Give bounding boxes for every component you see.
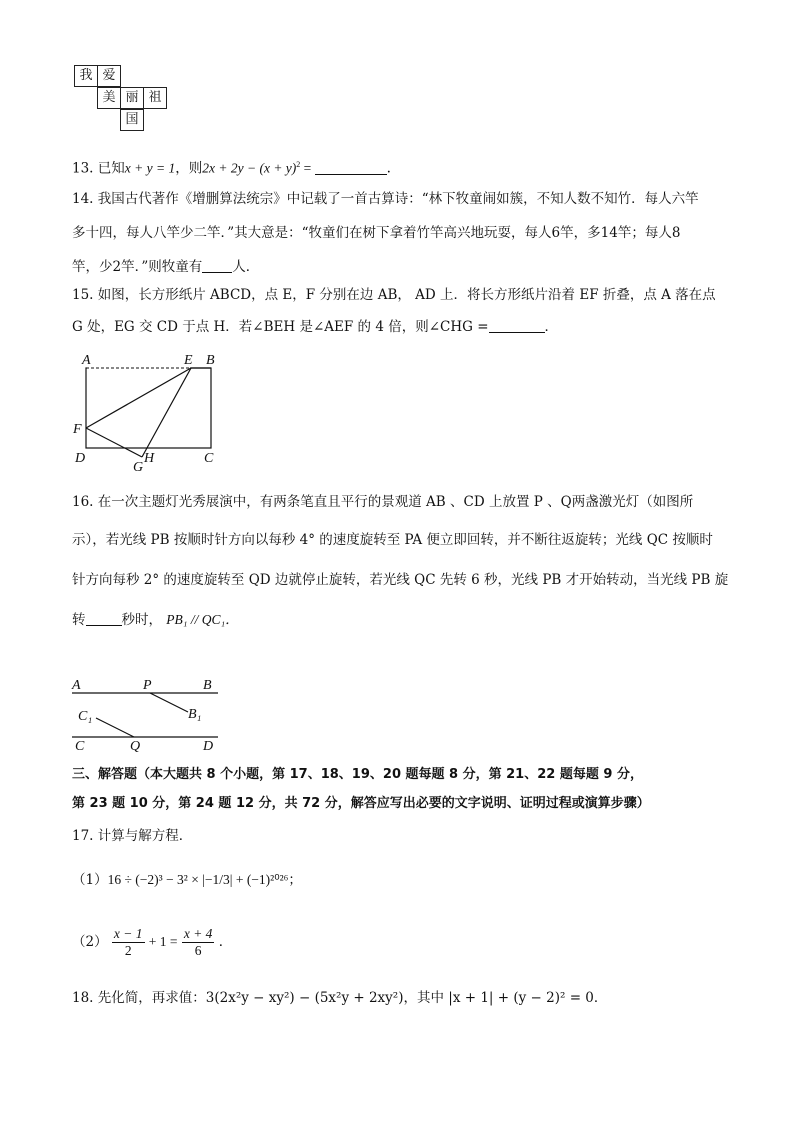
- cube-net-cell: 我: [74, 65, 98, 87]
- q17-part-2-end: ．: [218, 934, 233, 950]
- segment-fg: [86, 428, 142, 457]
- ray-pb1: [150, 693, 188, 712]
- label-D: D: [203, 739, 214, 754]
- q17-part-2-label: （2）: [72, 934, 108, 950]
- label-B: B: [206, 353, 215, 368]
- q16-line-1: 16. 在一次主题灯光秀展演中，有两条笔直且平行的景观道 AB 、CD 上放置 P 、Q两盏激光灯（如图所: [72, 494, 694, 510]
- label-C: C: [75, 739, 85, 754]
- q16-line-4c: PB₁ // QC₁．: [166, 612, 239, 627]
- label-P: P: [143, 678, 152, 693]
- cube-net-cell: 爱: [97, 65, 121, 87]
- q15-line-2a: G 处，EG 交 CD 于点 H．若∠BEH 是∠AEF 的 4 倍，则∠CHG =: [72, 319, 489, 335]
- q13-given: x + y = 1: [124, 160, 176, 176]
- q17-part-2-mid: + 1 =: [148, 934, 178, 949]
- label-D: D: [75, 451, 86, 466]
- q17-part-1: [72, 870, 302, 890]
- question-13: [72, 155, 391, 179]
- cube-net-cell: 丽: [120, 87, 144, 109]
- q13-end: .: [386, 160, 391, 177]
- q14-line-2: 多十四，每人八竿少二竿．”其大意是：“牧童们在树下拿着竹竿高兴地玩耍，每人6竿，多14竿；每人8: [72, 225, 681, 241]
- q16-line-4: [72, 610, 239, 630]
- q14-line-3b: 人．: [232, 259, 260, 275]
- answer-blank[interactable]: [489, 318, 545, 333]
- q13-exponent: 2: [296, 160, 301, 169]
- section-3-header-line-1: 三、解答题（本大题共 8 个小题，第 17、18、19、20 题每题 8 分，第 21、22 题每题 9 分，: [72, 767, 643, 782]
- answer-blank[interactable]: [86, 611, 122, 626]
- label-B: B: [203, 678, 212, 693]
- q14-line-3: [72, 257, 259, 277]
- q15-line-2: [72, 317, 558, 337]
- parallel-lines-figure: [68, 672, 228, 754]
- fraction-right-numerator: x + 4: [183, 926, 213, 941]
- q16-line-3: 针方向每秒 2° 的速度旋转至 QD 边就停止旋转，若光线 QC 先转 6 秒，光线 PB 才开始转动，当光线 PB 旋: [72, 572, 729, 588]
- rectangle-fold-figure: [70, 350, 230, 475]
- section-3-header-line-2: 第 23 题 10 分，第 24 题 12 分，共 72 分，解答应写出必要的文字说明、证明过程或演算步骤）: [72, 796, 650, 811]
- label-A: A: [82, 353, 91, 368]
- q16-line-4b: 秒时，: [121, 612, 162, 628]
- q17-part-1-expr: 16 ÷ (−2)³ − 3² × |−1/3| + (−1)²⁰²⁶；: [107, 872, 302, 887]
- q13-eq: =: [300, 160, 315, 176]
- rectangle-abcd: [86, 368, 211, 448]
- fraction-left-numerator: x − 1: [113, 926, 143, 941]
- q17-title: 17. 计算与解方程．: [72, 828, 193, 844]
- q15-line-2b: ．: [544, 319, 559, 335]
- fraction-left-denominator: 2: [124, 943, 132, 958]
- label-B1: B₁: [188, 707, 202, 722]
- fold-line-ef: [86, 368, 191, 428]
- q17-part-2: [72, 926, 232, 959]
- fraction-right-denominator: 6: [194, 943, 202, 958]
- cube-net-cell: 美: [97, 87, 121, 109]
- q16-line-2: 示），若光线 PB 按顺时针方向以每秒 4° 的速度旋转至 PA 便立即回转，并不断往返旋转；光线 QC 按顺时: [72, 532, 713, 548]
- q16-line-4a: 转: [72, 612, 86, 628]
- label-H: H: [144, 451, 155, 466]
- q14-line-1: 14. 我国古代著作《增删算法统宗》中记载了一首古算诗：“林下牧童闹如簇，不知人数不知竹．每人六竿: [72, 191, 699, 207]
- label-C: C: [204, 451, 214, 466]
- q15-line-1: 15. 如图，长方形纸片 ABCD，点 E，F 分别在边 AB， AD 上．将长方形纸片沿着 EF 折叠，点 A 落在点: [72, 287, 716, 303]
- q14-line-3a: 竿，少2竿．”则牧童有: [72, 259, 203, 275]
- question-18: 18. 先化简，再求值：3(2x²y − xy²) − (5x²y + 2xy²)，其中 |x + 1| + (y − 2)² = 0．: [72, 990, 608, 1006]
- label-C1: C₁: [78, 709, 93, 724]
- label-A: A: [72, 678, 81, 693]
- q13-prefix: 已知: [97, 160, 125, 177]
- label-G: G: [133, 460, 144, 475]
- q17-part-1-label: （1）: [72, 872, 108, 888]
- label-E: E: [184, 353, 193, 368]
- answer-blank[interactable]: [315, 160, 387, 175]
- q13-middle: ，则: [175, 160, 203, 177]
- ray-qc1: [96, 718, 134, 737]
- q13-number: 13.: [72, 160, 94, 177]
- q13-expr: 2x + 2y − (x + y): [202, 160, 297, 176]
- fraction-right: [182, 926, 215, 959]
- fraction-left: [112, 926, 145, 959]
- label-Q: Q: [130, 739, 141, 754]
- cube-net-cell: 国: [120, 109, 144, 131]
- cube-net-cell: 祖: [143, 87, 167, 109]
- answer-blank[interactable]: [202, 258, 232, 273]
- label-F: F: [73, 422, 82, 437]
